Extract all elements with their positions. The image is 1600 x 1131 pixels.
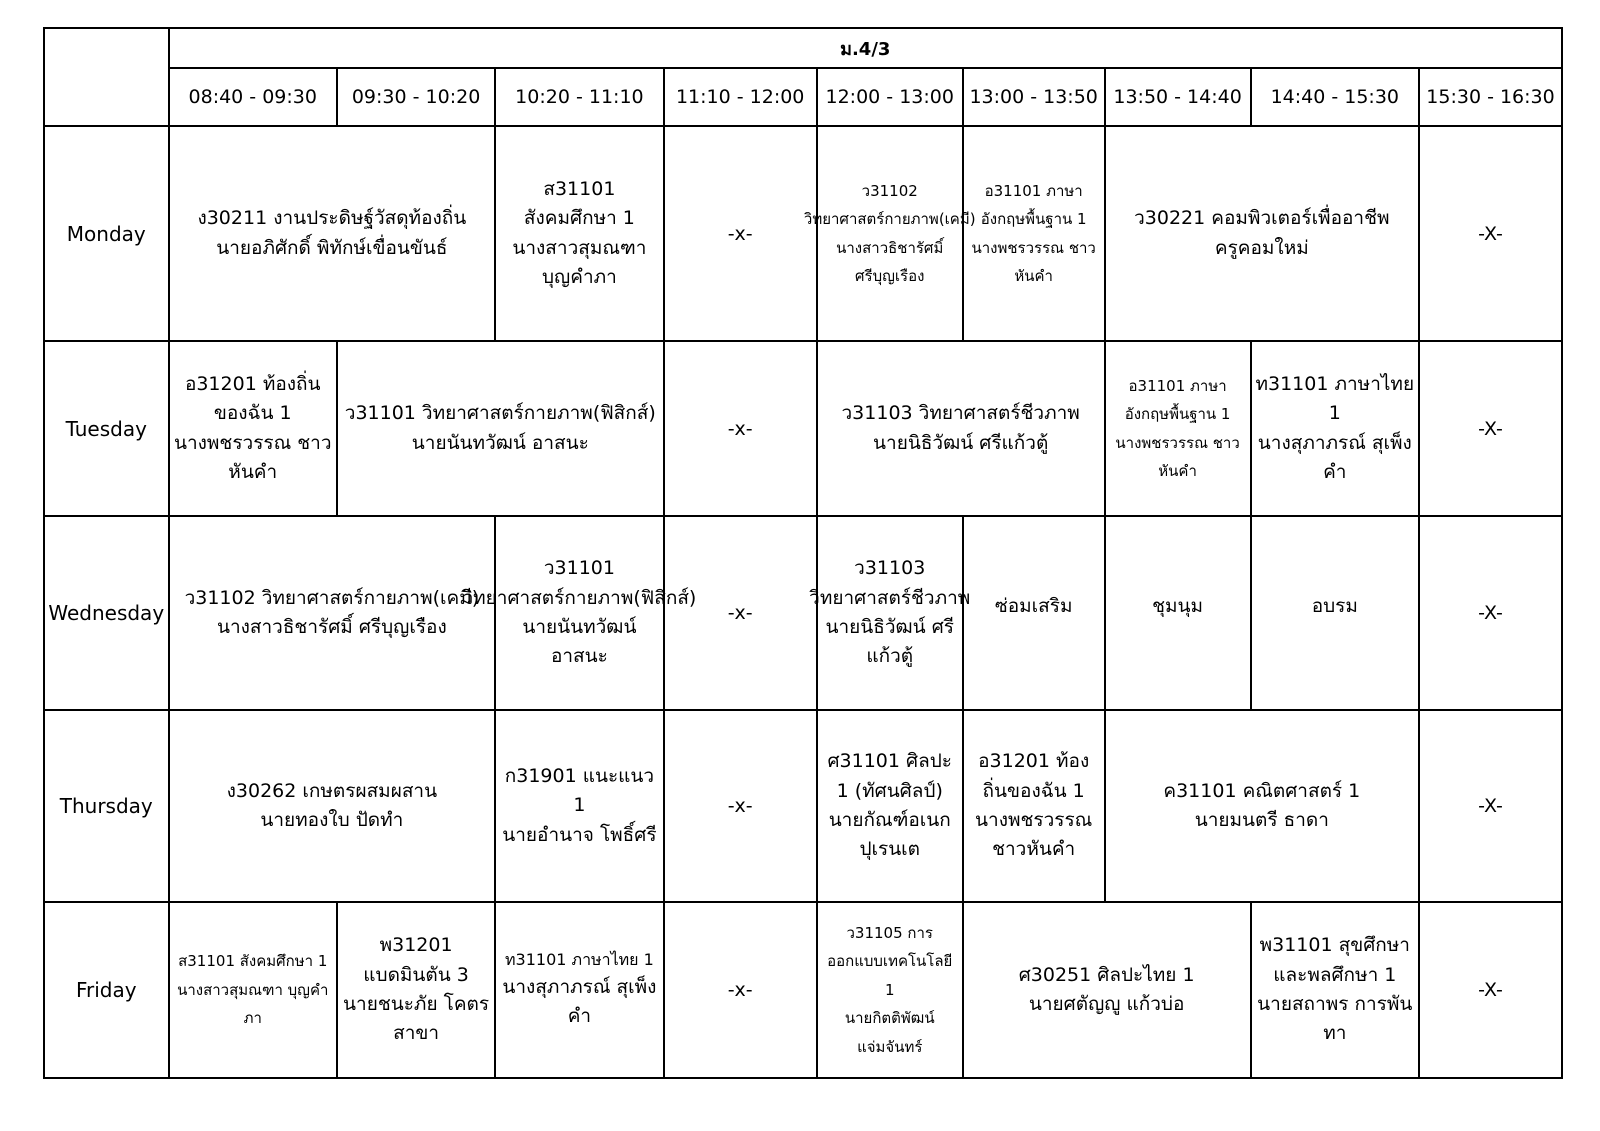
schedule-cell <box>817 902 963 1078</box>
schedule-cell <box>1251 902 1419 1078</box>
break-cell: -x- <box>664 710 817 902</box>
activity-cell <box>963 516 1105 710</box>
course-name: ว31103 วิทยาศาสตร์ชีวภาพ <box>809 557 971 609</box>
teacher-name: นายอำนาจ โพธิ์ศรี <box>502 823 657 846</box>
schedule-cell <box>337 902 495 1078</box>
schedule-cell <box>169 902 337 1078</box>
corner-cell <box>44 28 169 126</box>
course-name: อ31201 ท้องถิ่นของฉัน 1 <box>184 372 321 425</box>
course-name: ว30221 คอมพิวเตอร์เพื่ออาชีพ <box>1134 207 1390 230</box>
activity-cell <box>1105 516 1251 710</box>
break-cell: -x- <box>664 126 817 341</box>
day-label: Thursday <box>44 710 169 902</box>
teacher-name: นายนิธิวัฒน์ ศรีแก้วตู้ <box>825 616 954 668</box>
teacher-name: นายสถาพร การพันทา <box>1257 993 1413 1045</box>
course-name: ส31101 สังคมศึกษา 1 <box>178 952 328 971</box>
schedule-cell <box>963 902 1251 1078</box>
course-name: ว31105 การออกแบบเทคโนโลยี 1 <box>827 923 953 999</box>
teacher-name: นายนิธิวัฒน์ ศรีแก้วตู้ <box>873 431 1049 454</box>
teacher-name: นางสาวธิชารัศมิ์ ศรีบุญเรือง <box>836 238 944 285</box>
schedule-cell <box>803 126 976 341</box>
teacher-name: นางพชรวรรณ ชาวหันคำ <box>975 809 1093 861</box>
course-name: ก31901 แนะแนว 1 <box>504 764 655 817</box>
time-slot-5: 12:00 - 13:00 <box>817 68 963 126</box>
schedule-cell <box>495 902 663 1078</box>
course-name: ท31101 ภาษาไทย 1 <box>1255 372 1415 425</box>
teacher-name: นายมนตรี ธาดา <box>1194 809 1329 831</box>
time-slot-4: 11:10 - 12:00 <box>664 68 817 126</box>
teacher-name: ครูคอมใหม่ <box>1214 236 1309 259</box>
teacher-name: นายนันทวัฒน์ อาสนะ <box>522 616 637 668</box>
class-name: ม.4/3 <box>169 28 1562 68</box>
teacher-name: นางสุภาภรณ์ สุเพ็งคำ <box>1257 431 1412 483</box>
course-name: ว31101 วิทยาศาสตร์กายภาพ(ฟิสิกส์) <box>462 557 697 609</box>
schedule-cell <box>169 126 496 341</box>
day-label: Wednesday <box>44 516 169 710</box>
teacher-name: นางสาวสุมณฑา บุญคำภา <box>177 980 329 1028</box>
course-name: ว31102 วิทยาศาสตร์กายภาพ(เคมี) <box>803 181 976 228</box>
schedule-cell <box>1105 710 1419 902</box>
schedule-cell <box>495 710 663 902</box>
schedule-cell <box>963 710 1105 902</box>
schedule-cell <box>169 710 496 902</box>
time-slot-2: 09:30 - 10:20 <box>337 68 495 126</box>
teacher-name: นายกิตติพัฒน์ แจ่มจันทร์ <box>844 1009 935 1056</box>
teacher-name: นายทองใบ ปัดทำ <box>260 809 404 831</box>
course-name: ง30262 เกษตรผสมผสาน <box>226 779 438 802</box>
empty-cell: -X- <box>1419 516 1562 710</box>
schedule-cell <box>817 710 963 902</box>
schedule-cell <box>337 341 664 516</box>
course-name: อ31101 ภาษาอังกฤษพื้นฐาน 1 <box>980 181 1087 228</box>
course-name: ว31102 วิทยาศาสตร์กายภาพ(เคมี) <box>184 586 480 609</box>
schedule-cell <box>809 516 971 710</box>
course-name: ว31103 วิทยาศาสตร์ชีวภาพ <box>841 402 1080 425</box>
activity-name: อบรม <box>1311 595 1358 618</box>
timetable <box>43 27 1563 1079</box>
teacher-name: นางสุภาภรณ์ สุเพ็งคำ <box>502 975 657 1028</box>
teacher-name: นางสาวสุมณฑา บุญคำภา <box>512 236 647 288</box>
time-slot-9: 15:30 - 16:30 <box>1419 68 1562 126</box>
time-slot-8: 14:40 - 15:30 <box>1251 68 1419 126</box>
course-name: ศ30251 ศิลปะไทย 1 <box>1018 963 1195 986</box>
teacher-name: นายนันทวัฒน์ อาสนะ <box>411 431 589 454</box>
schedule-cell <box>1105 341 1251 516</box>
empty-cell: -X- <box>1419 902 1562 1078</box>
teacher-name: นางสาวธิชารัศมิ์ ศรีบุญเรือง <box>216 616 447 638</box>
day-label: Monday <box>44 126 169 341</box>
activity-cell <box>1251 516 1419 710</box>
teacher-name: นางพชรวรรณ ชาวหันคำ <box>173 431 332 483</box>
course-name: ศ31101 ศิลปะ 1 (ทัศนศิลป์) <box>827 750 952 802</box>
time-slot-1: 08:40 - 09:30 <box>169 68 337 126</box>
course-name: พ31201 แบดมินตัน 3 <box>363 934 469 986</box>
course-name: ส31101 สังคมศึกษา 1 <box>523 177 635 230</box>
teacher-name: นายกัณฑ์อเนก ปุเรนเต <box>828 809 951 861</box>
teacher-name: นายศตัญญู แก้วบ่อ <box>1028 993 1185 1015</box>
schedule-cell <box>495 126 663 341</box>
schedule-cell <box>169 516 496 710</box>
activity-name: ชุมนุม <box>1152 595 1204 618</box>
course-name: อ31201 ท้องถิ่นของฉัน 1 <box>978 750 1090 802</box>
schedule-cell <box>817 341 1105 516</box>
teacher-name: นายชนะภัย โคตรสาขา <box>343 993 490 1045</box>
time-slot-3: 10:20 - 11:10 <box>495 68 663 126</box>
schedule-cell <box>1105 126 1419 341</box>
activity-name: ซ่อมเสริม <box>994 595 1073 618</box>
time-slot-6: 13:00 - 13:50 <box>963 68 1105 126</box>
empty-cell: -X- <box>1419 126 1562 341</box>
course-name: พ31101 สุขศึกษาและพลศึกษา 1 <box>1259 934 1410 986</box>
empty-cell: -X- <box>1419 341 1562 516</box>
break-cell: -x- <box>664 902 817 1078</box>
schedule-cell <box>1251 341 1419 516</box>
break-cell: -x- <box>664 341 817 516</box>
time-slot-7: 13:50 - 14:40 <box>1105 68 1251 126</box>
day-label: Friday <box>44 902 169 1078</box>
break-cell: -x- <box>664 516 817 710</box>
course-name: ค31101 คณิตศาสตร์ 1 <box>1163 779 1361 802</box>
schedule-cell <box>169 341 337 516</box>
schedule-cell <box>963 126 1105 341</box>
empty-cell: -X- <box>1419 710 1562 902</box>
course-name: ง30211 งานประดิษฐ์วัสดุท้องถิ่น <box>197 207 467 230</box>
teacher-name: นางพชรวรรณ ชาวหันคำ <box>1115 433 1240 480</box>
course-name: ท31101 ภาษาไทย 1 <box>504 950 654 970</box>
course-name: อ31101 ภาษาอังกฤษพื้นฐาน 1 <box>1124 376 1231 423</box>
teacher-name: นางพชรวรรณ ชาวหันคำ <box>971 238 1096 285</box>
teacher-name: นายอภิศักดิ์ พิทักษ์เขื่อนขันธ์ <box>216 236 448 259</box>
course-name: ว31101 วิทยาศาสตร์กายภาพ(ฟิสิกส์) <box>344 402 656 425</box>
schedule-cell <box>462 516 697 710</box>
day-label: Tuesday <box>44 341 169 516</box>
